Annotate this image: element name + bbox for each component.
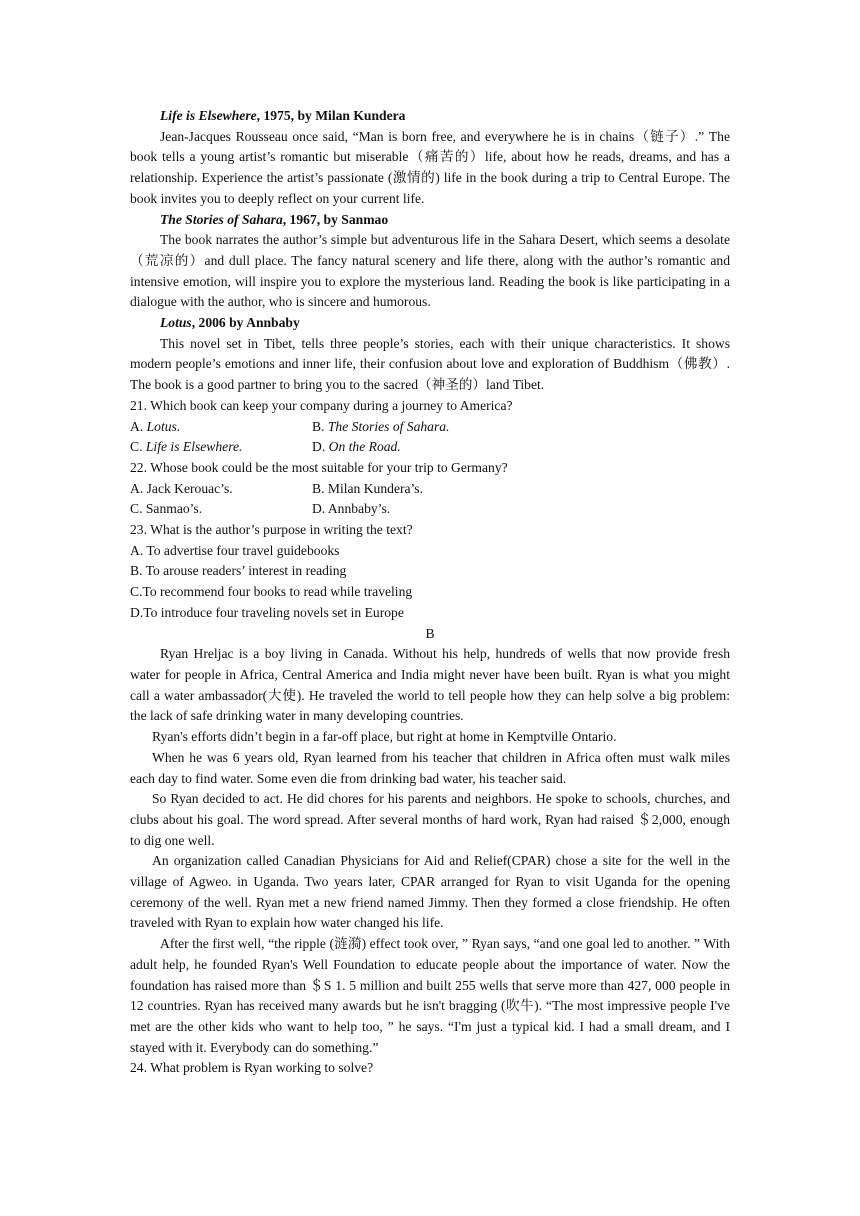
book-meta: , 2006 by Annbaby — [191, 315, 300, 331]
passage-b-paragraph: Ryan's efforts didn’t begin in a far-off place, but right at home in Kemptville Ontario. — [152, 729, 617, 745]
question-21-stem: 21. Which book can keep your company during a journey to America? — [130, 397, 513, 413]
book-meta: , 1975, by Milan Kundera — [256, 108, 406, 123]
option-a: A. Jack Kerouac’s. — [130, 480, 233, 496]
book-title-2 — [130, 210, 730, 231]
option-a: A. Lotus. — [130, 418, 181, 434]
book-title-text: Life is Elsewhere — [160, 108, 257, 123]
question-23-option-d: D.To introduce four traveling novels set in Europe — [130, 604, 404, 620]
passage-b-heading: B — [425, 625, 435, 641]
book-description-1: Jean-Jacques Rousseau once said, “Man is born free, and everywhere he is in chains（链子）.” The book tells a young artist’s romantic but miserable（痛苦的）life, about how he reads, dreams, and has a relationship. Experience the artist’s passionate (激情的) life in the book during a trip to Central Europe. The book invites you to deeply reflect on your current life. — [130, 128, 730, 206]
question-22-stem: 22. Whose book could be the most suitable for your trip to Germany? — [130, 459, 508, 475]
passage-b-paragraph: So Ryan decided to act. He did chores for his parents and neighbors. He spoke to schools, churches, and clubs about his goal. The word spread. After several months of hard work, Ryan had raised ＄2,000, enough to dig one well. — [130, 791, 730, 848]
option-b: B. The Stories of Sahara. — [312, 418, 450, 434]
document-page — [130, 106, 730, 1079]
passage-b-paragraph: After the first well, “the ripple (涟漪) effect took over, ” Ryan says, “and one goal led to another. ” With adult help, he founded Ryan's Well Foundation to educate people about the importance of water. Now the foundation has raised more than ＄S 1. 5 million and built 255 wells that serve more than 427, 000 people in 12 countries. Ryan has received many awards but he isn't bragging (吹牛). “The most impressive people I've met are the other kids who want to help too, ” he says. “I'm just a typical kid. I had a small dream, and I stayed with it. Everybody can do something.” — [130, 936, 730, 1055]
book-title-text: Lotus — [160, 315, 192, 331]
passage-b-paragraph: Ryan Hreljac is a boy living in Canada. Without his help, hundreds of wells that now provide fresh water for people in Africa, Central America and India might never have been built. Ryan is what you might call a water ambassador(大使). He traveled the world to tell people how they can help solve a big problem: the lack of safe drinking water in many developing countries. — [130, 646, 730, 724]
passage-b-paragraph: When he was 6 years old, Ryan learned from his teacher that children in Africa often must walk miles each day to find water. Some even die from drinking bad water, his teacher said. — [130, 749, 730, 786]
book-meta: , 1967, by Sanmao — [282, 211, 389, 227]
question-23-stem: 23. What is the author’s purpose in writing the text? — [130, 522, 413, 538]
option-c: C. Life is Elsewhere. — [130, 439, 243, 455]
question-21-options-row-2 — [130, 437, 730, 458]
book-description-2: The book narrates the author’s simple but adventurous life in the Sahara Desert, which seems a desolate（荒凉的）and dull place. The fancy natural scenery and life there, along with the author’s romantic and intensive emotion, will inspire you to explore the mysterious land. Reading the book is like participating in a dialogue with the author, who is sincere and humorous. — [130, 232, 730, 310]
option-c: C. Sanmao’s. — [130, 501, 203, 517]
question-24-stem: 24. What problem is Ryan working to solve? — [130, 1060, 374, 1076]
question-22-options-row-1 — [130, 479, 730, 500]
question-23-option-c: C.To recommend four books to read while traveling — [130, 584, 413, 600]
option-d: D. Annbaby’s. — [312, 501, 391, 517]
question-22-options-row-2 — [130, 499, 730, 520]
passage-b-paragraph: An organization called Canadian Physicians for Aid and Relief(CPAR) chose a site for the well in the village of Agweo. in Uganda. Two years later, CPAR arranged for Ryan to visit Uganda for the opening ceremony of the well. Ryan met a new friend named Jimmy. Then they formed a close friendship. He often traveled with Ryan to explain how water changed his life. — [130, 853, 730, 931]
book-title-3 — [130, 313, 730, 334]
question-23-option-b: B. To arouse readers’ interest in reading — [130, 563, 347, 579]
book-description-3: This novel set in Tibet, tells three people’s stories, each with their unique characteristics. It shows modern people’s emotions and inner life, their confusion about love and exploration of Buddhism（佛教）. The book is a good partner to bring you to the sacred（神圣的）land Tibet. — [130, 335, 730, 393]
question-21-options-row-1 — [130, 417, 730, 438]
option-b: B. Milan Kundera’s. — [312, 480, 423, 496]
book-title-text: The Stories of Sahara — [160, 211, 283, 227]
book-title-1 — [130, 106, 730, 127]
question-23-option-a: A. To advertise four travel guidebooks — [130, 542, 340, 558]
option-d: D. On the Road. — [312, 439, 401, 455]
